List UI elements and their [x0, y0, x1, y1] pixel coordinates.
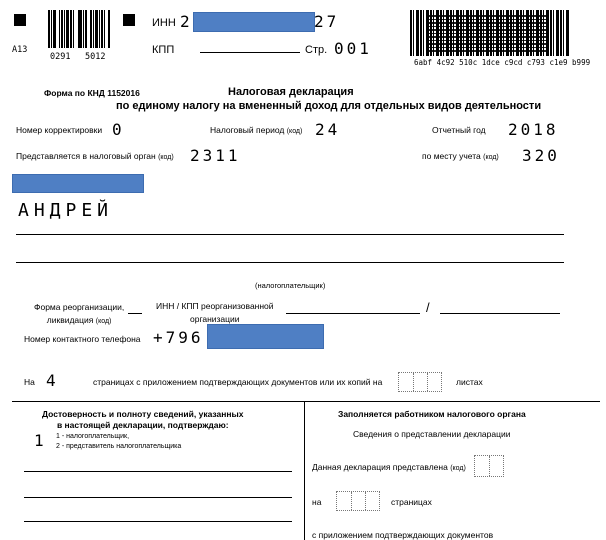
sheets-box — [398, 372, 442, 392]
on-label: на — [312, 497, 322, 507]
page-label: Стр. — [305, 44, 328, 56]
redacted-phone — [207, 324, 324, 349]
reorg-slash: / — [426, 300, 430, 315]
phone-value: +796 — [153, 328, 204, 347]
form-knd: Форма по КНД 1152016 — [44, 88, 140, 98]
right-section-title: Заполняется работником налогового органа — [338, 409, 526, 419]
tax-office-value: 2311 — [190, 146, 241, 165]
reorg-form-line — [128, 313, 142, 314]
period-value: 24 — [315, 120, 341, 139]
taxpayer-caption: (налогоплательщик) — [255, 281, 326, 290]
section-divider-vertical — [304, 401, 305, 540]
name-line-2 — [16, 262, 564, 263]
kpp-line — [200, 52, 300, 53]
correction-label: Номер корректировки — [16, 125, 103, 135]
inn-value-start: 2 — [180, 12, 193, 31]
right-pages-box — [336, 491, 380, 511]
signer-options: 1 - налогоплательщик, 2 - представитель налогоплательщика — [56, 433, 182, 450]
corner-marker-left — [14, 14, 26, 26]
signer-value: 1 — [34, 431, 47, 450]
signer-line-3 — [24, 521, 292, 522]
form-code-a: A13 — [12, 45, 28, 55]
left-section-title: Достоверность и полноту сведений, указанных в настоящей декларации, подтверждаю: — [42, 409, 244, 430]
sheets-label: листах — [456, 377, 483, 387]
page-value: 001 — [334, 39, 372, 58]
pages-value: 4 — [46, 371, 59, 390]
reorg-kpp-line — [440, 313, 560, 314]
signer-line-2 — [24, 497, 292, 498]
reorg-form-label: Форма реорганизации, ликвидация (код) — [34, 302, 125, 325]
period-label: Налоговый период (код) — [210, 125, 303, 135]
year-label: Отчетный год — [432, 125, 486, 135]
qr-code-text: 6abf 4c92 510c 1dce c9cd c793 c1e9 b999 — [414, 58, 591, 67]
tax-office-label: Представляется в налоговый орган (код) — [16, 151, 174, 161]
inn-label: ИНН — [152, 17, 176, 29]
pages-text: страницах с приложением подтверждающих документов или их копий на — [93, 377, 383, 387]
redacted-surname — [12, 174, 144, 193]
corner-marker-mid — [123, 14, 135, 26]
submitted-box — [474, 455, 504, 477]
title-line-2: по единому налогу на вмененный доход для отдельных видов деятельности — [116, 100, 542, 112]
signer-line-1 — [24, 471, 292, 472]
reorg-inn-label: ИНН / КПП реорганизованной организации — [156, 301, 274, 324]
datamatrix-overlay — [428, 14, 548, 52]
kpp-label: КПП — [152, 44, 175, 56]
right-section-subtitle: Сведения о представлении декларации — [353, 429, 511, 439]
barcode-digits-left: 0291 — [50, 52, 71, 62]
correction-value: 0 — [112, 120, 125, 139]
with-docs-label: с приложением подтверждающих документов — [312, 530, 494, 540]
right-pages-label: страницах — [391, 497, 432, 507]
barcode-digits-right: 5012 — [85, 52, 106, 62]
barcode-left — [48, 10, 110, 48]
pages-prefix: На — [24, 377, 35, 387]
inn-value-end: 27 — [314, 12, 340, 31]
place-label: по месту учета (код) — [422, 151, 499, 161]
reorg-inn-line — [286, 313, 420, 314]
phone-label: Номер контактного телефона — [24, 334, 141, 344]
taxpayer-name: АНДРЕЙ — [18, 200, 114, 221]
title-line-1: Налоговая декларация — [228, 86, 354, 98]
submitted-label: Данная декларация представлена (код) — [312, 462, 466, 472]
place-value: 320 — [522, 146, 560, 165]
name-line-1 — [16, 234, 564, 235]
redacted-inn — [193, 12, 315, 32]
year-value: 2018 — [508, 120, 559, 139]
section-divider-top — [12, 401, 600, 402]
